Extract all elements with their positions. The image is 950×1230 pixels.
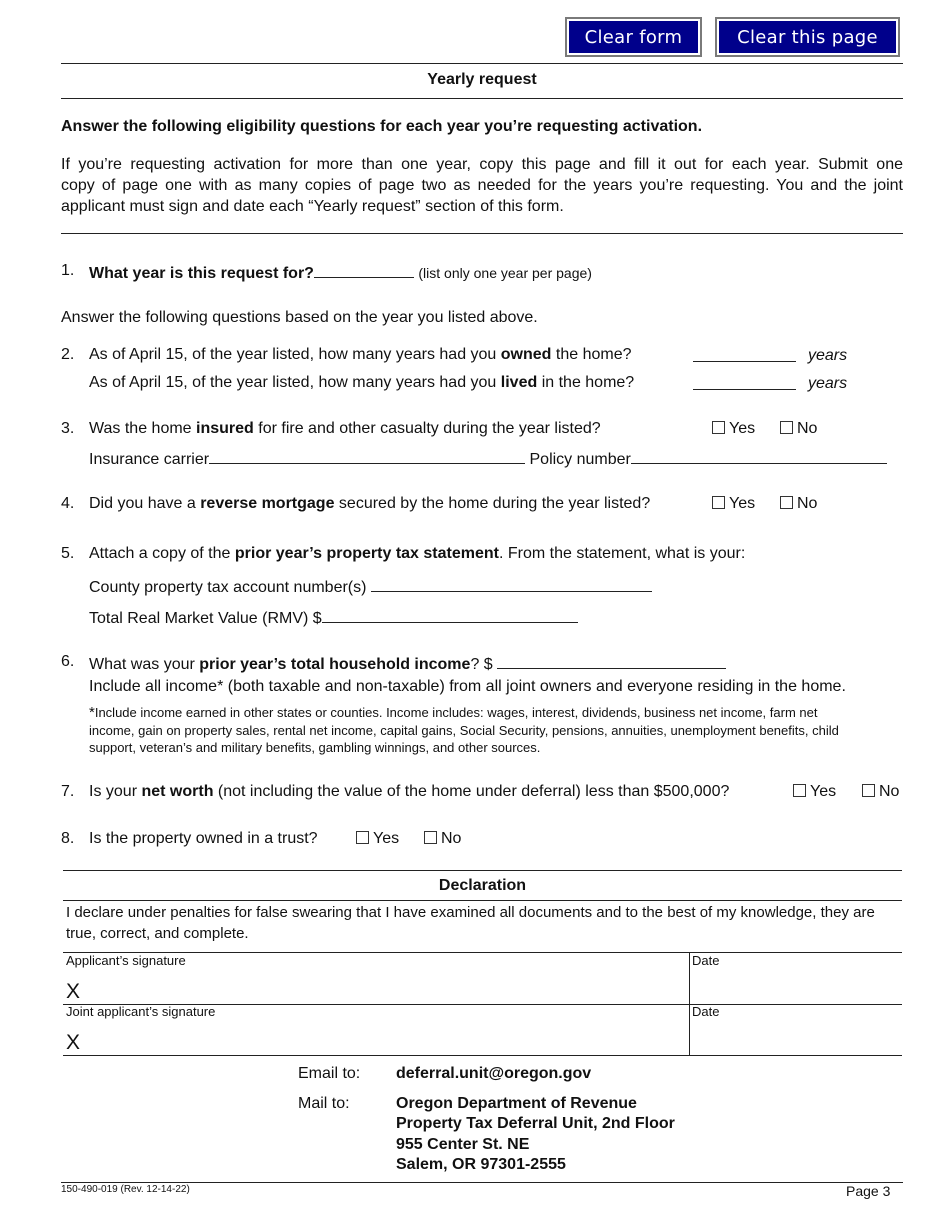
q4-yes-option[interactable] xyxy=(712,495,755,513)
income-footnote-1 xyxy=(89,704,817,721)
applicant-date-field[interactable] xyxy=(692,968,900,1003)
yes-label: Yes xyxy=(729,495,756,512)
intro-heading: Answer the following eligibility questions for each year you’re requesting activation. xyxy=(61,118,703,135)
checkbox[interactable] xyxy=(780,496,793,509)
intro-line-3: applicant must sign and date each “Yearly request” section of this form. xyxy=(61,198,564,215)
question-5 xyxy=(89,545,745,563)
divider xyxy=(61,233,903,234)
question-number: 3. xyxy=(61,420,75,437)
q1-label: What year is this request for? xyxy=(89,265,314,282)
q7-text-end: (not including the value of the home under deferral) less than $500,000? xyxy=(213,783,730,800)
q6-bold: prior year’s total household income xyxy=(199,656,471,673)
question-1 xyxy=(89,262,592,283)
question-4 xyxy=(89,495,650,513)
q4-text-end: secured by the home during the year listed? xyxy=(334,495,651,512)
divider xyxy=(61,1182,903,1183)
q7-bold: net worth xyxy=(141,783,214,800)
q5-text-end: . From the statement, what is your: xyxy=(498,545,746,562)
q6-text-end: ? $ xyxy=(470,656,493,673)
applicant-signature-label: Applicant’s signature xyxy=(66,953,186,968)
joint-signature-field[interactable] xyxy=(63,1019,687,1054)
divider xyxy=(63,1055,902,1056)
no-label: No xyxy=(879,783,900,800)
clear-form-button[interactable]: Clear form xyxy=(565,17,702,57)
date-label: Date xyxy=(692,1004,720,1019)
form-id: 150-490-019 (Rev. 12-14-22) xyxy=(61,1184,190,1195)
years-unit: years xyxy=(808,347,848,364)
question-number: 2. xyxy=(61,346,75,363)
q8-yes-option[interactable] xyxy=(356,830,399,848)
checkbox[interactable] xyxy=(712,496,725,509)
question-number: 1. xyxy=(61,262,75,279)
address-line-1: Oregon Department of Revenue xyxy=(396,1095,637,1112)
years-unit: years xyxy=(808,375,848,392)
year-field[interactable] xyxy=(314,262,414,278)
yes-label: Yes xyxy=(373,830,400,847)
q5-text: Attach a copy of the xyxy=(89,545,235,562)
question-number: 6. xyxy=(61,653,75,670)
divider xyxy=(63,900,902,901)
question-3 xyxy=(89,420,601,438)
q7-text: Is your xyxy=(89,783,142,800)
q8-no-option[interactable] xyxy=(424,830,461,848)
no-label: No xyxy=(441,830,462,847)
q4-bold: reverse mortgage xyxy=(200,495,335,512)
carrier-field[interactable] xyxy=(209,448,525,464)
checkbox[interactable] xyxy=(424,831,437,844)
q2b-text: As of April 15, of the year listed, how many years had you xyxy=(89,374,501,391)
intro-line-2: copy of page one with as many copies of page two as needed for the years you’re requesting. You and the joint xyxy=(61,177,903,194)
q2b-bold: lived xyxy=(500,374,538,391)
q2b-text-end: in the home? xyxy=(537,374,635,391)
divider xyxy=(63,952,902,953)
applicant-signature-field[interactable] xyxy=(63,968,687,1003)
question-8: Is the property owned in a trust? xyxy=(89,830,318,847)
policy-label: Policy number xyxy=(529,451,631,468)
footnote-star: * xyxy=(89,704,95,721)
divider xyxy=(63,870,902,871)
question-2a xyxy=(89,346,632,364)
address-line-3: 955 Center St. NE xyxy=(396,1136,530,1153)
q5-bold: prior year’s property tax statement xyxy=(234,545,499,562)
account-field[interactable] xyxy=(371,576,652,592)
address-line-4: Salem, OR 97301-2555 xyxy=(396,1156,566,1173)
q2a-text-end: the home? xyxy=(551,346,632,363)
declaration-title: Declaration xyxy=(438,877,527,894)
yes-label: Yes xyxy=(810,783,837,800)
include-note: Include all income* (both taxable and non-taxable) from all joint owners and everyone residing in the home. xyxy=(89,678,846,695)
checkbox[interactable] xyxy=(793,784,806,797)
clear-page-button[interactable]: Clear this page xyxy=(715,17,900,57)
q4-no-option[interactable] xyxy=(780,495,817,513)
checkbox[interactable] xyxy=(780,421,793,434)
question-number: 8. xyxy=(61,830,75,847)
page-number: Page 3 xyxy=(846,1183,891,1199)
address-line-2: Property Tax Deferral Unit, 2nd Floor xyxy=(396,1115,675,1132)
account-label: County property tax account number(s) xyxy=(89,579,367,596)
divider xyxy=(61,63,903,64)
declaration-line-2: true, correct, and complete. xyxy=(66,925,249,942)
joint-date-field[interactable] xyxy=(692,1019,900,1054)
no-label: No xyxy=(797,495,818,512)
q2a-text: As of April 15, of the year listed, how many years had you xyxy=(89,346,501,363)
insurance-row xyxy=(89,448,887,469)
policy-field[interactable] xyxy=(631,448,887,464)
checkbox[interactable] xyxy=(356,831,369,844)
q3-text-end: for fire and other casualty during the year listed? xyxy=(253,420,601,437)
section-title: Yearly request xyxy=(427,71,537,88)
answer-note: Answer the following questions based on the year you listed above. xyxy=(61,309,538,326)
rmv-row xyxy=(89,607,578,628)
income-field[interactable] xyxy=(497,653,726,669)
yes-label: Yes xyxy=(729,420,756,437)
email-address: deferral.unit@oregon.gov xyxy=(396,1065,592,1082)
date-label: Date xyxy=(692,953,720,968)
question-7 xyxy=(89,783,729,801)
q7-no-option[interactable] xyxy=(862,783,899,801)
checkbox[interactable] xyxy=(712,421,725,434)
checkbox[interactable] xyxy=(862,784,875,797)
rmv-field[interactable] xyxy=(322,607,578,623)
signature-mark: X xyxy=(66,980,81,1003)
divider xyxy=(61,98,903,99)
joint-signature-label: Joint applicant’s signature xyxy=(66,1004,216,1019)
footnote-text: Include income earned in other states or counties. Income includes: wages, interest, dividends, business net income, farm net xyxy=(94,705,818,720)
q2a-bold: owned xyxy=(500,346,552,363)
income-footnote-2: income, gain on property sales, rental net income, capital gains, Social Security, pensions, annuities, unemployment benefits, child xyxy=(89,723,839,738)
signature-mark: X xyxy=(66,1031,81,1054)
q3-bold: insured xyxy=(196,420,254,437)
mail-label: Mail to: xyxy=(298,1095,350,1112)
q7-yes-option[interactable] xyxy=(793,783,836,801)
q1-note: (list only one year per page) xyxy=(418,265,592,281)
question-number: 7. xyxy=(61,783,75,800)
question-number: 5. xyxy=(61,545,75,562)
q4-text: Did you have a xyxy=(89,495,201,512)
q3-no-option[interactable] xyxy=(780,420,817,438)
q3-text: Was the home xyxy=(89,420,197,437)
question-number: 4. xyxy=(61,495,75,512)
q6-text: What was your xyxy=(89,656,200,673)
income-footnote-3: support, veteran’s and military benefits, gambling winnings, and other sources. xyxy=(89,740,541,755)
account-row xyxy=(89,576,652,597)
years-owned-field[interactable] xyxy=(693,346,796,362)
q3-yes-option[interactable] xyxy=(712,420,755,438)
question-6 xyxy=(89,653,726,674)
rmv-label: Total Real Market Value (RMV) $ xyxy=(89,610,322,627)
carrier-label: Insurance carrier xyxy=(89,451,210,468)
intro-line-1: If you’re requesting activation for more than one year, copy this page and fill it out for each year. Submit one xyxy=(61,156,903,173)
declaration-line-1: I declare under penalties for false swearing that I have examined all documents and to the best of my knowledge, they are xyxy=(66,904,875,921)
question-2b xyxy=(89,374,634,392)
email-label: Email to: xyxy=(298,1065,361,1082)
years-lived-field[interactable] xyxy=(693,374,796,390)
no-label: No xyxy=(797,420,818,437)
